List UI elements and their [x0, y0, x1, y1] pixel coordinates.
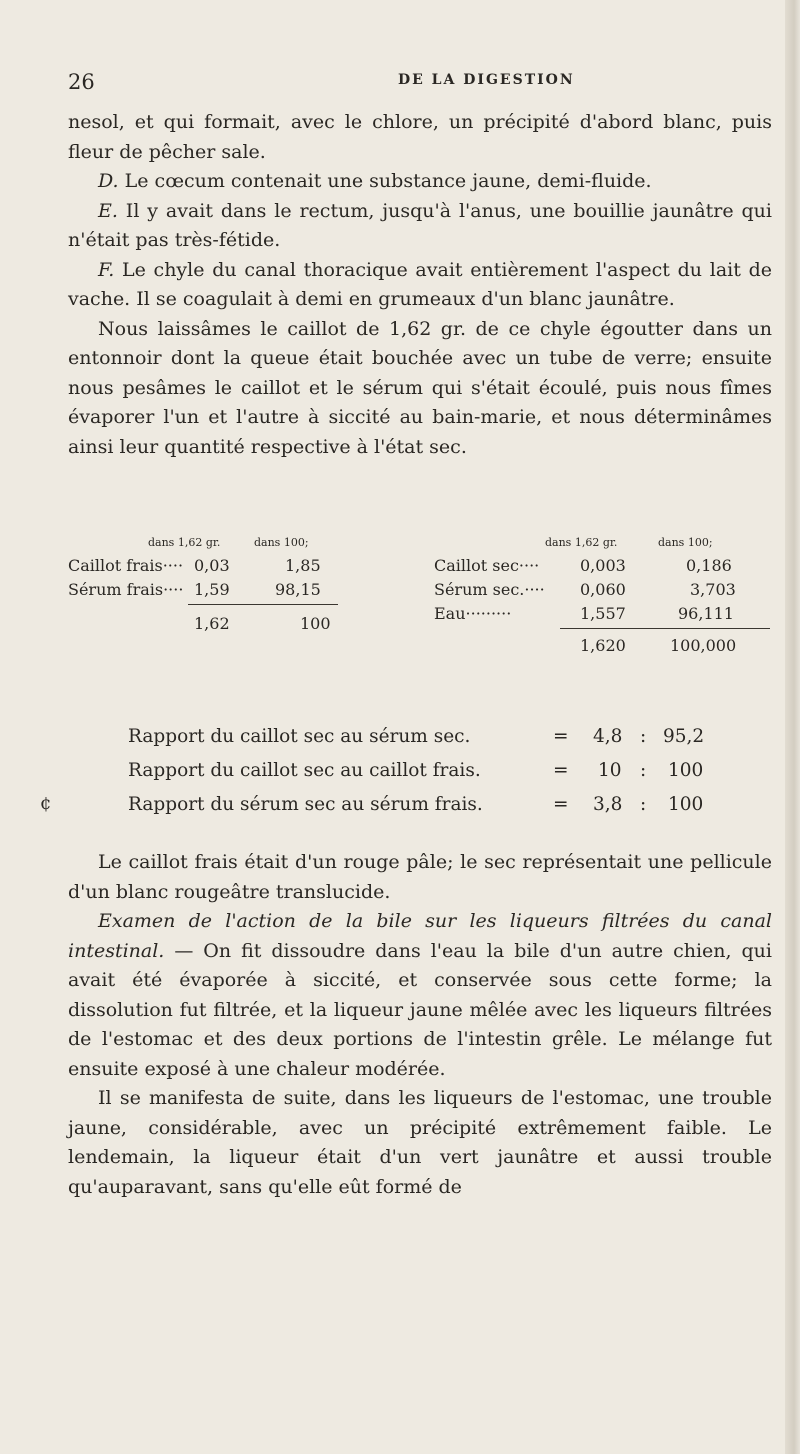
ratio-row: [128, 726, 768, 760]
row-label: Sérum sec.····: [434, 580, 545, 599]
text-block-bottom: [68, 848, 772, 1202]
column-header: dans 100;: [658, 536, 713, 549]
ratio-value: 95,2: [663, 726, 705, 747]
column-header: dans 1,62 gr.: [148, 536, 221, 549]
paragraph-f: F. Le chyle du canal thoracique avait entièrement l'aspect du lait de vache. Il se coagulait à demi en grumeaux d'un blanc jaunâtre.: [68, 258, 772, 310]
ratio-separator: :: [640, 760, 647, 781]
margin-mark: ¢: [40, 793, 52, 814]
page-edge: [785, 0, 800, 1454]
ratio-row: [128, 794, 768, 828]
total-cell: 1,620: [580, 636, 626, 655]
table-cell: 0,060: [580, 580, 626, 599]
ratio-equals: =: [553, 726, 569, 747]
table-cell: 1,557: [580, 604, 626, 623]
ratio-row: [128, 760, 768, 794]
row-label: Caillot frais····: [68, 556, 184, 575]
table-cell: 1,59: [194, 580, 230, 599]
column-header: dans 100;: [254, 536, 309, 549]
page-number: 26: [68, 70, 95, 94]
row-label: Eau·········: [434, 604, 512, 623]
row-label: Caillot sec····: [434, 556, 540, 575]
paragraph-label: D.: [98, 170, 119, 192]
ratio-value: 3,8: [593, 794, 623, 815]
ratio-label: Rapport du caillot sec au sérum sec.: [128, 726, 471, 747]
table-cell: 0,186: [686, 556, 732, 575]
total-cell: 100: [300, 614, 331, 633]
ratio-separator: :: [640, 726, 647, 747]
paragraph: Nous laissâmes le caillot de 1,62 gr. de ce chyle égoutter dans un entonnoir dont la queue était bouchée avec un tube de verre; ensuite nous pesâmes le caillot et le sérum qui s'était écoulé, puis nous fîmes évaporer l'un et l'autre à siccité au bain-marie, et nous déterminâmes ainsi leur quantité respective à l'état sec.: [68, 317, 772, 458]
text-block-top: [68, 108, 772, 462]
column-header: dans 1,62 gr.: [545, 536, 618, 549]
paragraph: Il se manifesta de suite, dans les liqueurs de l'estomac, une trouble jaune, considérable, avec un précipité extrêmement faible. Le lendemain, la liqueur était d'un vert jaunâtre et aussi trouble qu'auparavant, sans qu'elle eût formé de: [68, 1087, 772, 1198]
ratio-label: Rapport du sérum sec au sérum frais.: [128, 794, 483, 815]
table-cell: 3,703: [690, 580, 736, 599]
paragraph-label: E.: [98, 199, 118, 222]
row-label: Sérum frais····: [68, 580, 184, 599]
table-cell: 0,003: [580, 556, 626, 575]
ratio-equals: =: [553, 794, 569, 815]
paragraph: Le caillot frais était d'un rouge pâle; le sec représentait une pellicule d'un blanc rougeâtre translucide.: [68, 851, 772, 903]
sum-rule: [560, 628, 770, 629]
ratio-label: Rapport du caillot sec au caillot frais.: [128, 760, 481, 781]
section-heading: Examen de l'action de la bile sur les liqueurs filtrées du canal intestinal.: [68, 910, 772, 962]
ratio-value: 10: [598, 760, 622, 781]
total-cell: 100,000: [670, 636, 737, 655]
sum-rule: [188, 604, 338, 605]
ratio-value: 100: [668, 760, 704, 781]
ratio-list: [128, 726, 768, 828]
running-head: [68, 70, 778, 98]
table-cell: 1,85: [285, 556, 321, 575]
paragraph-label: F.: [98, 258, 115, 281]
table-cell: 98,15: [275, 580, 321, 599]
table-cell: 96,111: [678, 604, 734, 623]
ratio-value: 100: [668, 794, 704, 815]
paragraph-e: E. Il y avait dans le rectum, jusqu'à l'anus, une bouillie jaunâtre qui n'était pas très-fétide.: [68, 199, 772, 251]
running-title: DE LA DIGESTION: [398, 72, 575, 88]
ratio-equals: =: [553, 760, 569, 781]
ratio-value: 4,8: [593, 726, 623, 747]
paragraph-bile-examination: Examen de l'action de la bile sur les liqueurs filtrées du canal intestinal. — On fit dissoudre dans l'eau la bile d'un autre chien, qui avait été évaporée à siccité, et conservée sous cette forme; la dissolution fut filtrée, et la liqueur jaune mêlée avec les liqueurs filtrées de l'estomac et des deux portions de l'intestin grêle. Le mélange fut ensuite exposé à une chaleur modérée.: [68, 910, 772, 1080]
total-cell: 1,62: [194, 614, 230, 633]
paragraph: nesol, et qui formait, avec le chlore, un précipité d'abord blanc, puis fleur de pêcher sale.: [68, 111, 772, 163]
table-cell: 0,03: [194, 556, 230, 575]
ratio-separator: :: [640, 794, 647, 815]
paragraph-d: D. Le cœcum contenait une substance jaune, demi-fluide.: [98, 170, 652, 192]
data-tables: [68, 534, 780, 694]
